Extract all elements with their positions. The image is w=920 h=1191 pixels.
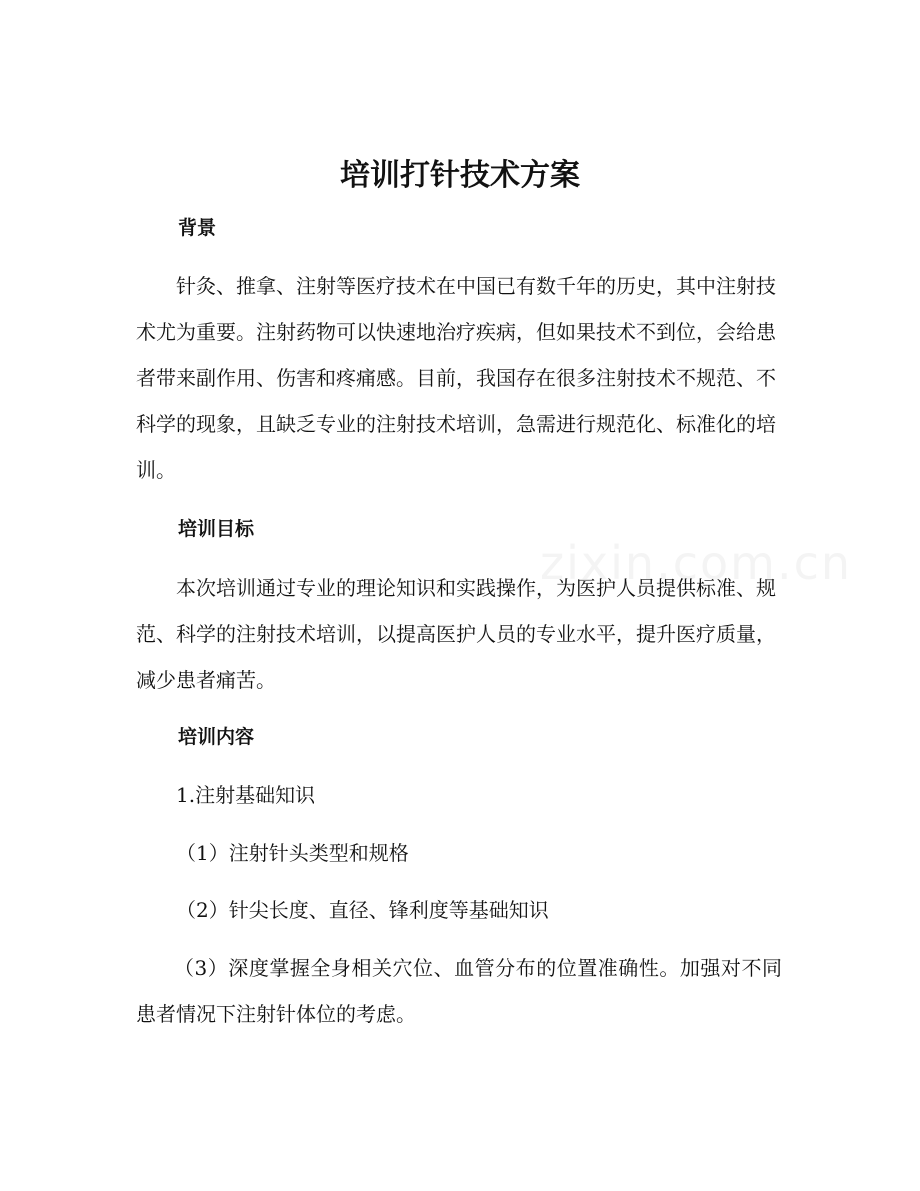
section-heading-content: 培训内容 [178,726,255,748]
content-subheading: 1.注射基础知识 [176,783,316,807]
section-heading-objectives: 培训目标 [178,518,255,540]
content-item-3: （3）深度掌握全身相关穴位、血管分布的位置准确性。加强对不同患者情况下注射针体位的考虑。 [136,956,782,1026]
background-paragraph: 针灸、推拿、注射等医疗技术在中国已有数千年的历史，其中注射技术尤为重要。注射药物可以快速地治疗疾病，但如果技术不到位，会给患者带来副作用、伤害和疼痛感。目前，我国存在很多注射技术不规范、不科学的现象，且缺乏专业的注射技术培训，急需进行规范化、标准化的培训。 [136,274,776,482]
section-heading-background: 背景 [178,217,217,239]
objectives-paragraph: 本次培训通过专业的理论知识和实践操作，为医护人员提供标准、规范、科学的注射技术培训，以提高医护人员的专业水平，提升医疗质量，减少患者痛苦。 [136,576,776,692]
watermark: zixin.com.cn [540,536,853,590]
document-title: 培训打针技术方案 [340,158,580,193]
content-item-1: （1）注射针头类型和规格 [176,841,409,865]
content-item-2: （2）针尖长度、直径、锋利度等基础知识 [176,898,549,922]
